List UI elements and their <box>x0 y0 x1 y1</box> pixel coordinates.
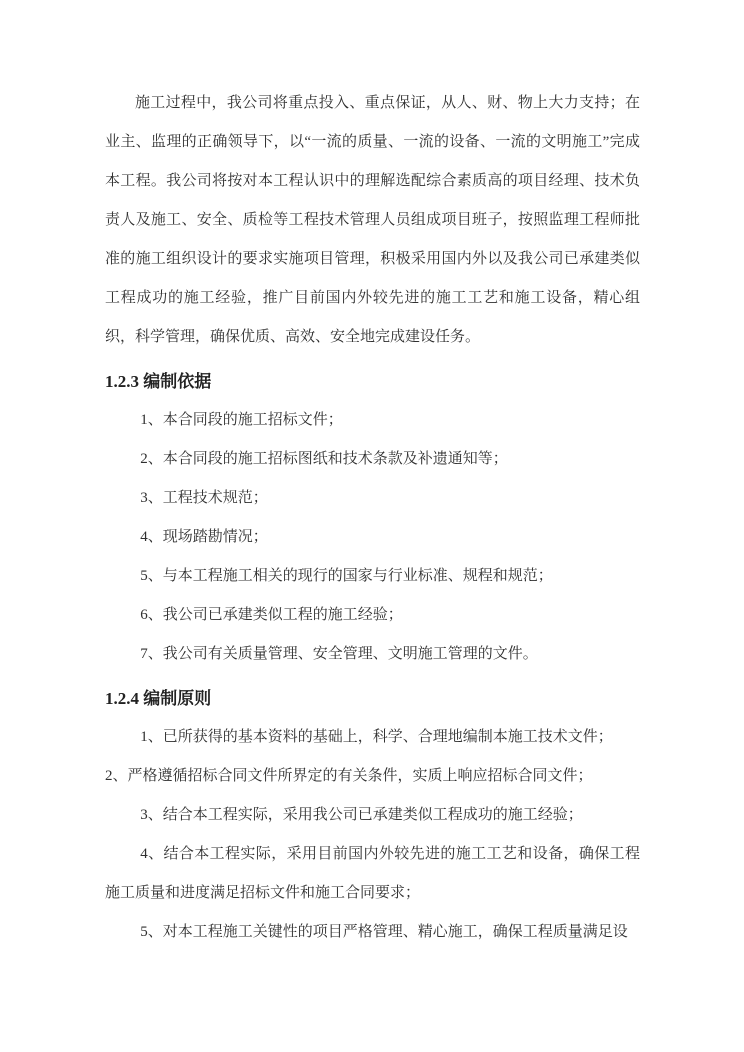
list-item-1-2-4-4: 4、结合本工程实际，采用目前国内外较先进的施工工艺和设备，确保工程施工质量和进度满足招标文件和施工合同要求； <box>105 846 640 901</box>
list-item-1-2-4-5: 5、对本工程施工关键性的项目严格管理、精心施工，确保工程质量满足设 <box>140 924 628 940</box>
list-item-1-2-3-1: 1、本合同段的施工招标文件； <box>140 412 343 428</box>
list-item-1-2-3-2: 2、本合同段的施工招标图纸和技术条款及补遗通知等； <box>140 451 508 467</box>
list-item-1-2-3-7: 7、我公司有关质量管理、安全管理、文明施工管理的文件。 <box>140 646 538 662</box>
list-item-1-2-4-2: 2、严格遵循招标合同文件所界定的有关条件，实质上响应招标合同文件； <box>105 768 593 784</box>
list-item-1-2-3-3: 3、工程技术规范； <box>140 490 268 506</box>
section-heading-1-2-3: 1.2.3 编制依据 <box>105 372 212 391</box>
intro-paragraph: 施工过程中，我公司将重点投入、重点保证，从人、财、物上大力支持；在业主、监理的正确领导下，以“一流的质量、一流的设备、一流的文明施工”完成本工程。我公司将按对本工程认识中的理解选配综合素质高的项目经理、技术负责人及施工、安全、质检等工程技术管理人员组成项目班子，按照监理工程师批准的施工组织设计的要求实施项目管理，积极采用国内外以及我公司已承建类似工程成功的施工经验，推广目前国内外较先进的施工工艺和施工设备，精心组织，科学管理，确保优质、高效、安全地完成建设任务。 <box>105 95 640 345</box>
list-item-1-2-4-1: 1、已所获得的基本资料的基础上，科学、合理地编制本施工技术文件； <box>140 729 613 745</box>
list-item-1-2-3-5: 5、与本工程施工相关的现行的国家与行业标准、规程和规范； <box>140 568 553 584</box>
list-item-1-2-3-4: 4、现场踏勘情况； <box>140 529 268 545</box>
list-item-1-2-4-3: 3、结合本工程实际，采用我公司已承建类似工程成功的施工经验； <box>140 807 583 823</box>
section-heading-1-2-4: 1.2.4 编制原则 <box>105 689 212 708</box>
list-item-1-2-3-6: 6、我公司已承建类似工程的施工经验； <box>140 607 403 623</box>
